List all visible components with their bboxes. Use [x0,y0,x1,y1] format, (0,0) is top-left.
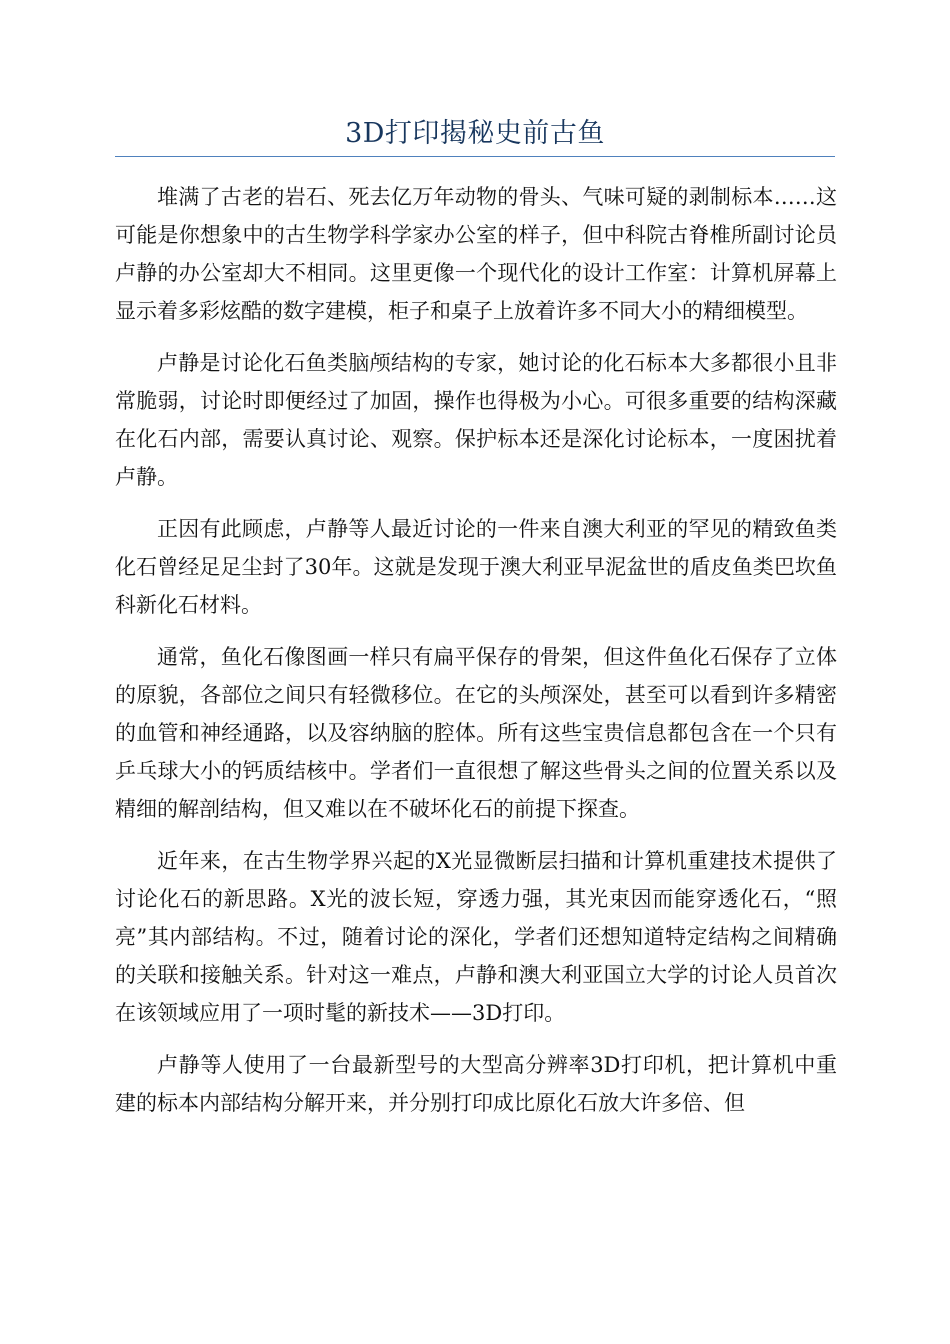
paragraph-3: 正因有此顾虑，卢静等人最近讨论的一件来自澳大利亚的罕见的精致鱼类化石曾经足足尘封了30年。这就是发现于澳大利亚早泥盆世的盾皮鱼类巴坎鱼科新化石材料。 [115,517,837,617]
paragraph-6: 卢静等人使用了一台最新型号的大型高分辨率3D打印机，把计算机中重建的标本内部结构分解开来，并分别打印成比原化石放大许多倍、但 [115,1053,837,1115]
paragraph-2: 卢静是讨论化石鱼类脑颅结构的专家，她讨论的化石标本大多都很小且非常脆弱，讨论时即便经过了加固，操作也得极为小心。可很多重要的结构深藏在化石内部，需要认真讨论、观察。保护标本还是深化讨论标本，一度困扰着卢静。 [115,351,837,489]
paragraph-5: 近年来，在古生物学界兴起的X光显微断层扫描和计算机重建技术提供了讨论化石的新思路。X光的波长短，穿透力强，其光束因而能穿透化石，“照亮”其内部结构。不过，随着讨论的深化，学者们还想知道特定结构之间精确的关联和接触关系。针对这一难点，卢静和澳大利亚国立大学的讨论人员首次在该领域应用了一项时髦的新技术——3D打印。 [115,849,837,1025]
document-body [115,178,837,1338]
title-block [115,112,835,157]
document-title: 3D打印揭秘史前古鱼 [345,118,605,149]
paragraph-1: 堆满了古老的岩石、死去亿万年动物的骨头、气味可疑的剥制标本……这可能是你想象中的古生物学科学家办公室的样子，但中科院古脊椎所副讨论员卢静的办公室却大不相同。这里更像一个现代化的设计工作室：计算机屏幕上显示着多彩炫酷的数字建模，柜子和桌子上放着许多不同大小的精细模型。 [115,185,837,323]
paragraph-4: 通常，鱼化石像图画一样只有扁平保存的骨架，但这件鱼化石保存了立体的原貌，各部位之间只有轻微移位。在它的头颅深处，甚至可以看到许多精密的血管和神经通路，以及容纳脑的腔体。所有这些宝贵信息都包含在一个只有乒乓球大小的钙质结核中。学者们一直很想了解这些骨头之间的位置关系以及精细的解剖结构，但又难以在不破坏化石的前提下探查。 [115,645,837,821]
